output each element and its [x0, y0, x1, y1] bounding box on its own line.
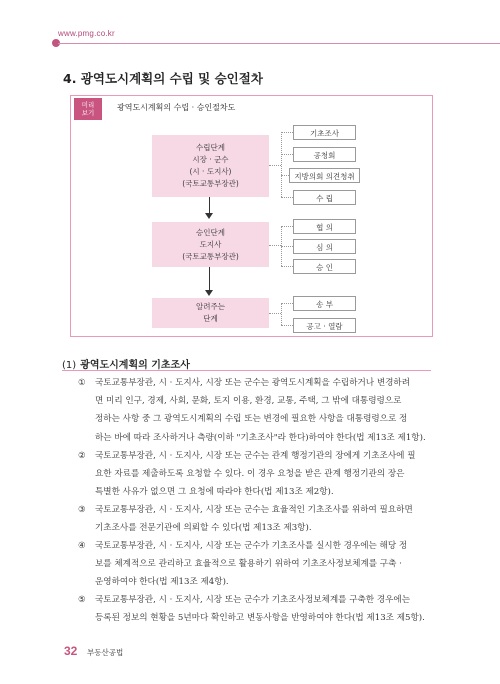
connector — [269, 165, 281, 166]
paragraph-line: 요한 자료를 제출하도록 요청할 수 있다. 이 경우 요청을 받은 관계 행정기관의 장은 — [95, 469, 405, 480]
paragraph-4 — [78, 537, 436, 592]
paragraph-1 — [78, 374, 436, 447]
connector — [281, 246, 293, 247]
paragraph-2 — [78, 447, 436, 502]
paragraph-marker: ① — [78, 378, 86, 388]
connector — [281, 132, 293, 133]
connector — [281, 132, 282, 197]
footer-label: 부동산공법 — [87, 648, 124, 657]
paragraph-line: 특별한 사유가 없으면 그 요청에 따라야 한다(법 제13조 제2항). — [95, 487, 334, 498]
connector — [281, 303, 282, 325]
subsection-title: 광역도시계획의 기초조사 — [80, 360, 190, 371]
flow-arrow-line — [209, 197, 210, 214]
paragraph-line: 기초조사를 전문기관에 의뢰할 수 있다(법 제13조 제3항). — [95, 523, 312, 534]
paragraph-line: 국토교통부장관, 시 · 도지사, 시장 또는 군수가 기초조사정보체계를 구축한 경우에는 — [95, 595, 411, 605]
connector — [281, 266, 293, 267]
paragraph-line: 정하는 사항 중 그 광역도시계획의 수립 또는 변경에 필요한 사항을 대통령령으로 정 — [95, 414, 408, 425]
paragraph-line: 면 미리 인구, 경제, 사회, 문화, 토지 이용, 환경, 교통, 주택, 그 밖에 대통령령으로 — [95, 396, 402, 407]
connector — [281, 175, 289, 176]
paragraph-line: 국토교통부장관, 시 · 도지사, 시장 또는 군수가 기초조사를 실시한 경우에는 해당 정 — [95, 541, 408, 551]
stage-approve-line: (국토교통부장관) — [182, 251, 239, 261]
paragraph-marker: ④ — [78, 541, 86, 551]
step-box: 협 의 — [293, 219, 356, 234]
stage-notify-line: 알려주는 — [196, 302, 225, 311]
stage-notify-line: 단계 — [203, 314, 218, 323]
stage-approve-line: 승인단계 — [196, 227, 225, 237]
flow-arrow-line — [209, 267, 210, 291]
paragraph-line: 하는 바에 따라 조사하거나 측량(이하 "기초조사"라 한다)하여야 한다(법 제13조 제1항). — [95, 432, 426, 443]
paragraph-3 — [78, 501, 436, 537]
subsection-number: (1) — [62, 360, 77, 371]
header-url: www.pmg.co.kr — [58, 29, 115, 38]
stage-establish-line: 수립단계 — [196, 143, 225, 152]
paragraph-line: 운영하여야 한다(법 제13조 제4항). — [95, 577, 229, 588]
subsection-rule — [62, 370, 431, 371]
connector — [281, 226, 293, 227]
connector — [269, 245, 281, 246]
connector — [281, 154, 293, 155]
stage-establish-line: 시장 · 군수 — [192, 155, 229, 164]
stage-establish-line: (국토교통부장관) — [182, 179, 239, 188]
flow-arrow-head — [205, 290, 213, 296]
preview-tag-line2: 보기 — [81, 109, 95, 117]
paragraph-line: 등록된 정보의 현황을 5년마다 확인하고 변동사항을 반영하여야 한다(법 제13조 제5항). — [95, 613, 425, 624]
paragraph-marker: ② — [78, 451, 86, 461]
step-box: 심 의 — [293, 239, 356, 254]
connector — [281, 303, 293, 304]
connector — [269, 313, 281, 314]
page-number: 32 — [64, 644, 78, 658]
step-box: 승 인 — [293, 259, 356, 274]
step-box: 공고 · 열람 — [293, 318, 356, 333]
step-box: 지방의회 의견청취 — [289, 168, 360, 183]
paragraph-marker: ③ — [78, 505, 86, 515]
paragraph-5 — [78, 591, 436, 627]
paragraph-line: 국토교통부장관, 시 · 도지사, 시장 또는 군수는 효율적인 기초조사를 위하여 필요하면 — [95, 505, 413, 515]
flow-arrow-head — [205, 213, 213, 219]
figure-title: 광역도시계획의 수립 · 승인절차도 — [117, 103, 236, 112]
connector — [281, 325, 293, 326]
stage-approve-line: 도지사 — [199, 239, 222, 249]
stage-establish-line: (시 · 도지사) — [189, 167, 232, 176]
paragraph-marker: ⑤ — [78, 595, 86, 605]
step-box: 수 립 — [293, 190, 356, 205]
connector — [281, 197, 293, 198]
step-box: 기초조사 — [293, 125, 356, 140]
step-box: 공청회 — [293, 147, 356, 162]
header-rule — [58, 43, 500, 44]
preview-tag-line1: 미리 — [81, 101, 95, 109]
step-box: 송 부 — [293, 296, 356, 311]
paragraph-line: 국토교통부장관, 시 · 도지사, 시장 또는 군수는 관계 행정기관의 장에게 기초조사에 필 — [95, 451, 416, 461]
subsection-heading — [62, 356, 190, 371]
paragraph-line: 국토교통부장관, 시 · 도지사, 시장 또는 군수는 광역도시계획을 수립하거나 변경하려 — [95, 378, 411, 388]
section-title: 4. 광역도시계획의 수립 및 승인절차 — [63, 71, 263, 86]
paragraph-line: 보를 체계적으로 관리하고 효율적으로 활용하기 위하여 기초조사정보체계를 구축 · — [95, 559, 402, 570]
stage-approve — [152, 222, 269, 267]
stage-notify — [152, 298, 269, 328]
preview-tag — [74, 98, 102, 120]
stage-establish — [152, 135, 269, 197]
